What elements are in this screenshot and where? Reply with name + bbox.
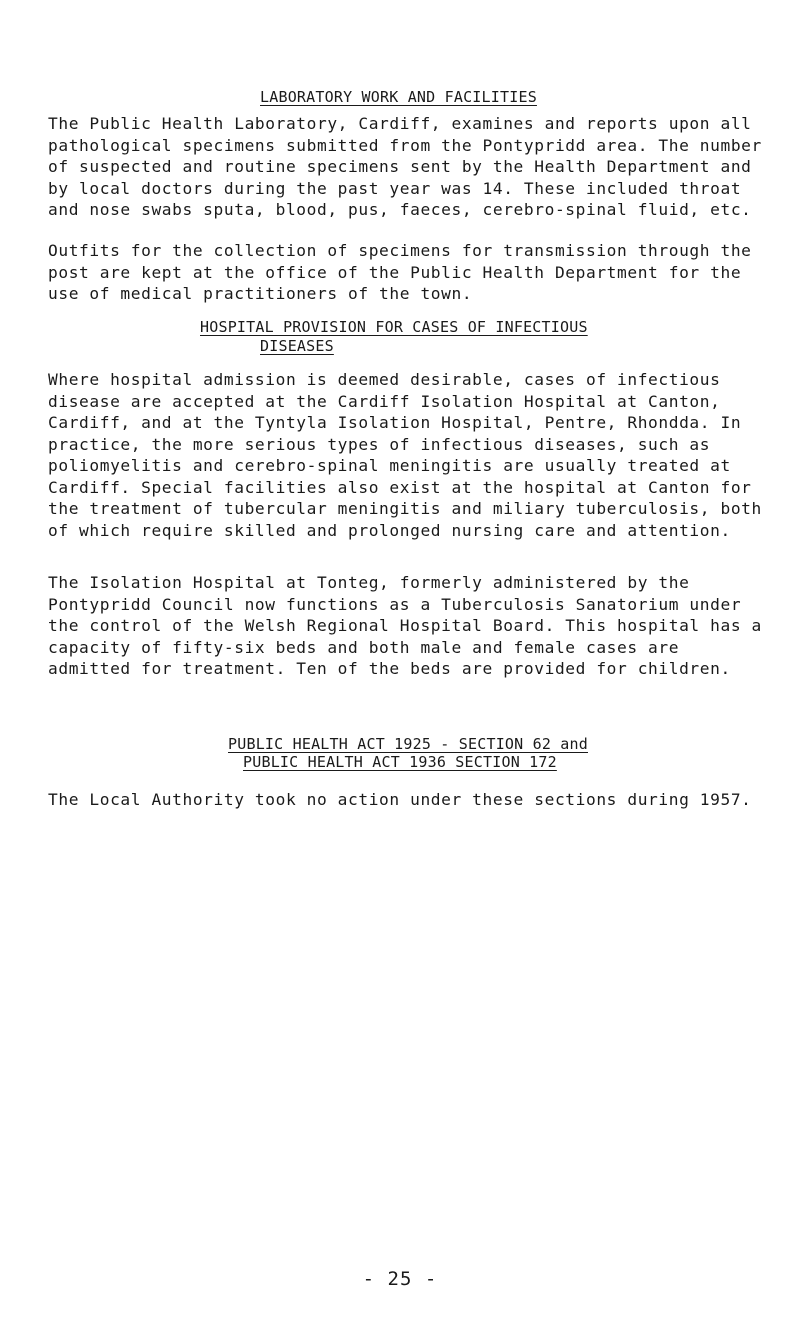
paragraph-specimen-outfits: Outfits for the collection of specimens for transmission through the post are kept at the office of the Public Health Department for the use of medical practitioners of the town. [48, 241, 752, 303]
paragraph-hospital-admission: Where hospital admission is deemed desirable, cases of infectious disease are accepted at the Cardiff Isolation Hospital at Canton, Cardiff, and at the Tyntyla Isolation Hospital, Pentre, Rhondda. In practice, the more serious types of infectious diseases, such as poliomyelitis and cerebro-spinal meningitis are usually treated at Cardiff. Special facilities also exist at the hospital at Canton for the treatment of tubercular meningitis and miliary tuberculosis, both of which require skilled and prolonged nursing care and attention. [48, 370, 762, 540]
page-number: - 25 - [362, 1268, 438, 1290]
section-heading-public-health-act-line2: PUBLIC HEALTH ACT 1936 SECTION 172 [243, 753, 557, 771]
section-heading-hospital-provision: HOSPITAL PROVISION FOR CASES OF INFECTIOUS [200, 318, 588, 336]
paragraph-tonteg-isolation-hospital: The Isolation Hospital at Tonteg, formerly administered by the Pontypridd Council now functions as a Tuberculosis Sanatorium under the control of the Welsh Regional Hospital Board. This hospital has a capacity of fifty-six beds and both male and female cases are admitted for treatment. Ten of the beds are provided for children. [48, 573, 762, 678]
section-heading-public-health-act: PUBLIC HEALTH ACT 1925 - SECTION 62 and [228, 735, 588, 753]
paragraph-laboratory-specimens: The Public Health Laboratory, Cardiff, examines and reports upon all pathological specimens submitted from the Pontypridd area. The number of suspected and routine specimens sent by the Health Department and by local doctors during the past year was 14. These included throat and nose swabs sputa, blood, pus, faeces, cerebro-spinal fluid, etc. [48, 114, 762, 219]
section-heading-laboratory: LABORATORY WORK AND FACILITIES [260, 88, 537, 106]
section-heading-hospital-provision-line2: DISEASES [260, 337, 334, 355]
paragraph-local-authority-action: The Local Authority took no action under these sections during 1957. [48, 790, 752, 809]
